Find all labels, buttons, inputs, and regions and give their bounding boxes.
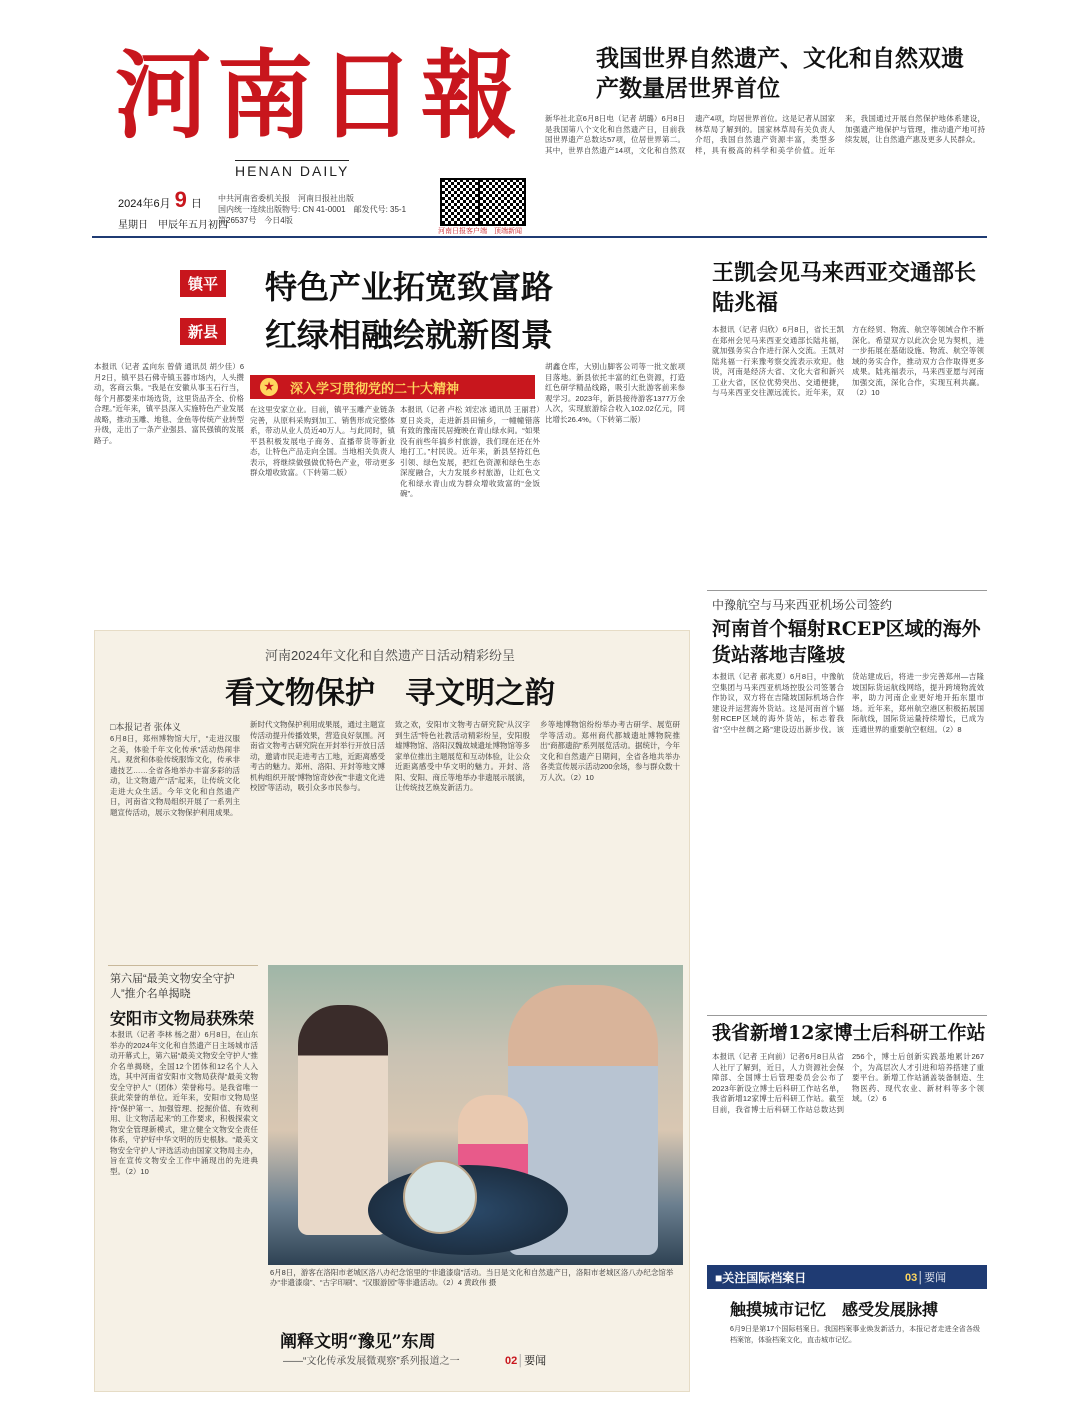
main-col-4: 胡鑫仓库，大别山脚客公司等一批文旅项目落地。新县依托丰富的红色资源，打造红色研学精品线路，吸引大批游客前来参观学习。2023年，新县接待游客1377万余人次，实现旅游综合收入102.02亿元，同比增长26.4%。（下转第二版） bbox=[545, 362, 685, 424]
right-story2-kicker: 中豫航空与马来西亚机场公司签约 bbox=[712, 598, 893, 612]
side-story-kicker: 第六届“最美文物安全守护人”推介名单揭晓 bbox=[110, 973, 235, 1000]
bottom-right-headline[interactable]: 触摸城市记忆 感受发展脉搏 bbox=[730, 1300, 939, 1319]
qr-code-news[interactable] bbox=[478, 178, 526, 226]
main-col-1: 本报讯（记者 孟向东 曾倩 通讯员 胡少佳）6月2日，镇平县石佛寺镇玉器市场内，人头攒动，客商云集。“我是在安徽从事玉石行当，每个月都要来市场选货，这里货品齐全、价格合理。”近年来，镇平县深入实施特色产业发展战略，推动玉雕、地毯、金鱼等传统产业转型升级，走出了一条产业强县、富民强镇的发展路子。 bbox=[94, 362, 244, 445]
right-story2-body: 本报讯（记者 郝兆夏）6月8日，中豫航空集团与马来西亚机场控股公司签署合作协议，双方将在吉隆坡国际机场合作建设并运营海外货站。这是河南首个辐射RCEP区域的海外货站，标志着我省“空中丝绸之路”建设迈出新步伐。该货站建成后，将进一步完善郑州—吉隆坡国际货运航线网络，提升跨境物流效率，助力河南企业更好地开拓东盟市场。近年来，郑州航空港区积极拓展国际航线，国际货运量持续增长，已成为连通世界的重要航空枢纽。（2）8 bbox=[712, 672, 984, 734]
issue-date: 2024年6月 9 日 bbox=[118, 187, 202, 212]
tag-zhenping: 镇平 bbox=[180, 270, 226, 297]
right-story1-body: 本报讯（记者 归欣）6月8日，省长王凯在郑州会见马来西亚交通部长陆兆福，就加强务实合作进行深入交流。王凯对陆兆福一行来豫考察交流表示欢迎。他说，河南是经济大省、文化大省和新兴工业大省，区位优势突出、交通便捷，与马来西亚交往源远流长。近年来，双方在经贸、物流、航空等领域合作不断深化。希望双方以此次会见为契机，进一步拓展在基础设施、物流、航空等领域的务实合作，推动双方合作取得更多成果。陆兆福表示，马来西亚愿与河南加强交流，深化合作，实现互利共赢。（2）10 bbox=[712, 325, 984, 397]
bottom-right-page-ref[interactable]: 03│要闻 bbox=[905, 1272, 947, 1284]
feature-foot-page-ref[interactable]: 02│要闻 bbox=[505, 1355, 547, 1367]
right-story3-headline[interactable]: 我省新增12家博士后科研工作站 bbox=[712, 1022, 986, 1044]
party-banner: ★ 深入学习贯彻党的二十大精神 bbox=[250, 375, 535, 399]
party-emblem-icon: ★ bbox=[260, 378, 278, 396]
top-story-body: 新华社北京6月8日电（记者 胡璐）6月8日是我国第八个文化和自然遗产日，目前我国世界遗产总数达57项，位居世界第二。其中，世界自然遗产14项，文化和自然双遗产4项，均居世界首位。这是记者从国家林草局了解到的。国家林草局有关负责人介绍，我国自然遗产资源丰富，类型多样，具有极高的科学和美学价值。近年来，我国通过开展自然保护地体系建设，加强遗产地保护与管理，推动遗产地可持续发展，让自然遗产惠及更多人民群众。 bbox=[545, 114, 985, 155]
feature-col-3: 致之欢，安阳市文物考古研究院“从汉字到生活”特色社教活动精彩纷呈，安阳殷墟博物馆、洛阳汉魏故城遗址博物馆等多家单位推出主题展览和互动体验，让公众近距离感受中华文明的魅力。开封、洛阳、安阳、商丘等地举办非遗展示展演，让传统技艺焕发新活力。 bbox=[395, 720, 530, 792]
bottom-right-intro: 6月9日是第17个国际档案日。我国档案事业焕发新活力，本报记者走进全省各级档案馆，体验档案文化，直击城市记忆。 bbox=[730, 1326, 980, 1344]
divider bbox=[707, 590, 987, 591]
side-story-body: 本报讯（记者 李林 杨之甜）6月8日，在山东举办的2024年文化和自然遗产日主场城市活动开幕式上，第六届“最美文物安全守护人”推介名单揭晓，全国12个团体和12名个人入选，其中河南省安阳市文物局获得“最美文物安全守护人”（团体）荣誉称号。是我省唯一获此荣誉的单位。近年来，安阳市文物局坚持“保护第一、加强管理、挖掘价值、有效利用、让文物活起来”的工作要求，积极探索文物安全管理新模式，建立健全文物安全责任体系，守护好中华文明的历史根脉。“最美文物安全守护人”评选活动由国家文物局主办，旨在宣传文物安全工作中涌现出的先进典型。（2）10 bbox=[110, 1030, 258, 1176]
feature-kicker: 河南2024年文化和自然遗产日活动精彩纷呈 bbox=[265, 648, 515, 663]
masthead-rule bbox=[92, 236, 987, 238]
main-col-3: 本报讯（记者 卢松 刘宏冰 通讯员 王丽君）夏日炎炎，走进新县田铺乡，一幢幢错落有致的豫南民居掩映在青山绿水间。“如果没有前些年搞乡村旅游，我们现在还在外地打工。”村民说。近年来，新县坚持红色引领、绿色发展，把红色资源和绿色生态深度融合，大力发展乡村旅游，让红色文化和绿水青山成为群众增收致富的“金饭碗”。 bbox=[400, 405, 540, 498]
bottom-right-label: ■关注国际档案日 bbox=[715, 1271, 807, 1285]
feature-col-2: 新时代文物保护利用成果展，通过主题宣传活动提升传播效果，营造良好氛围。河南省文物考古研究院在开封举行开放日活动，邀请市民走进考古工地，近距离感受考古的魅力。郑州、洛阳、开封等地文博机构组织开展“博物馆奇妙夜”“非遗文化进校园”等活动，吸引众多市民参与。 bbox=[250, 720, 385, 792]
divider bbox=[707, 1015, 987, 1016]
main-headline-1[interactable]: 特色产业拓宽致富路 bbox=[265, 268, 554, 306]
right-story2-headline[interactable]: 河南首个辐射RCEP区域的海外货站落地吉隆坡 bbox=[712, 618, 981, 666]
feature-byline: □本报记者 张体义 bbox=[110, 722, 181, 732]
feature-col-4: 乡等地博物馆纷纷举办考古研学、展览研学等活动。郑州商代都城遗址博物院推出“商都遗韵”系列展览活动。据统计，今年文化和自然遗产日期间，全省各地共举办各类宣传展示活动200余场，参与群众数十万人次。（2）10 bbox=[540, 720, 680, 782]
right-story3-body: 本报讯（记者 王向前）记者6月8日从省人社厅了解到，近日，人力资源社会保障部、全国博士后管理委员会公布了2023年新设立博士后科研工作站名单，我省新增12家博士后科研工作站。截至目前，我省博士后科研工作站总数达到256个，博士后创新实践基地累计267个，为高层次人才引进和培养搭建了重要平台。新增工作站涵盖装备制造、生物医药、现代农业、新材料等多个领域。（2）6 bbox=[712, 1052, 984, 1114]
feature-headline[interactable]: 看文物保护 寻文明之韵 bbox=[225, 676, 555, 711]
tag-xinxian: 新县 bbox=[180, 318, 226, 345]
masthead-title: 河南日報 bbox=[115, 39, 523, 152]
side-story-headline[interactable]: 安阳市文物局获殊荣 bbox=[110, 1009, 255, 1028]
main-col-2: 在这里安家立业。目前，镇平玉雕产业链条完善，从原料采购到加工、销售形成完整体系，带动从业人员近40万人。与此同时，镇平县积极发展电子商务、直播带货等新业态，让特色产品走向全国。当地相关负责人表示，将继续做强做优特色产业，带动更多群众增收致富。（下转第二版） bbox=[250, 405, 395, 477]
qr-caption: 河南日报客户端 顶端新闻 bbox=[438, 228, 522, 235]
publisher-info: 中共河南省委机关报 河南日报社出版 国内统一连续出版物号: CN 41-0001 邮发代号: 35-1 第26537号 今日4版 bbox=[218, 194, 407, 225]
feature-photo bbox=[268, 965, 683, 1265]
main-headline-2[interactable]: 红绿相融绘就新图景 bbox=[265, 316, 554, 354]
feature-col-1: 6月8日，郑州博物馆大厅，“走进汉服之美，体验千年文化传承”活动热闹非凡。观赏和体验传统服饰文化，传承非遗技艺……全省各地举办丰富多彩的活动，让文物遗产“活”起来，让传统文化走进大众生活。今年文化和自然遗产日，河南省文物局组织开展了一系列主题宣传活动，展示文物保护利用成果。 bbox=[110, 734, 240, 817]
photo-caption: 6月8日，游客在洛阳市老城区洛八办纪念馆里的“非遗漆扇”活动。当日是文化和自然遗产日，洛阳市老城区洛八办纪念馆举办“非遗漆扇”、“古字印刷”、“汉服游园”等非遗活动。（2）4 黄政伟 摄 bbox=[270, 1268, 674, 1287]
right-story1-headline[interactable]: 王凯会见马来西亚交通部长陆兆福 bbox=[712, 260, 977, 316]
issue-weekday: 星期日 甲辰年五月初四 bbox=[118, 220, 228, 231]
masthead-english: HENAN DAILY bbox=[235, 160, 349, 179]
feature-foot-headline[interactable]: 阐释文明“豫见”东周 bbox=[280, 1332, 436, 1352]
photo-lacquer-fan bbox=[403, 1160, 477, 1234]
divider bbox=[108, 965, 258, 966]
feature-foot-sub: ——“文化传承发展微观察”系列报道之一 bbox=[283, 1356, 460, 1367]
top-story-headline[interactable]: 我国世界自然遗产、文化和自然双遗产数量居世界首位 bbox=[596, 45, 964, 102]
